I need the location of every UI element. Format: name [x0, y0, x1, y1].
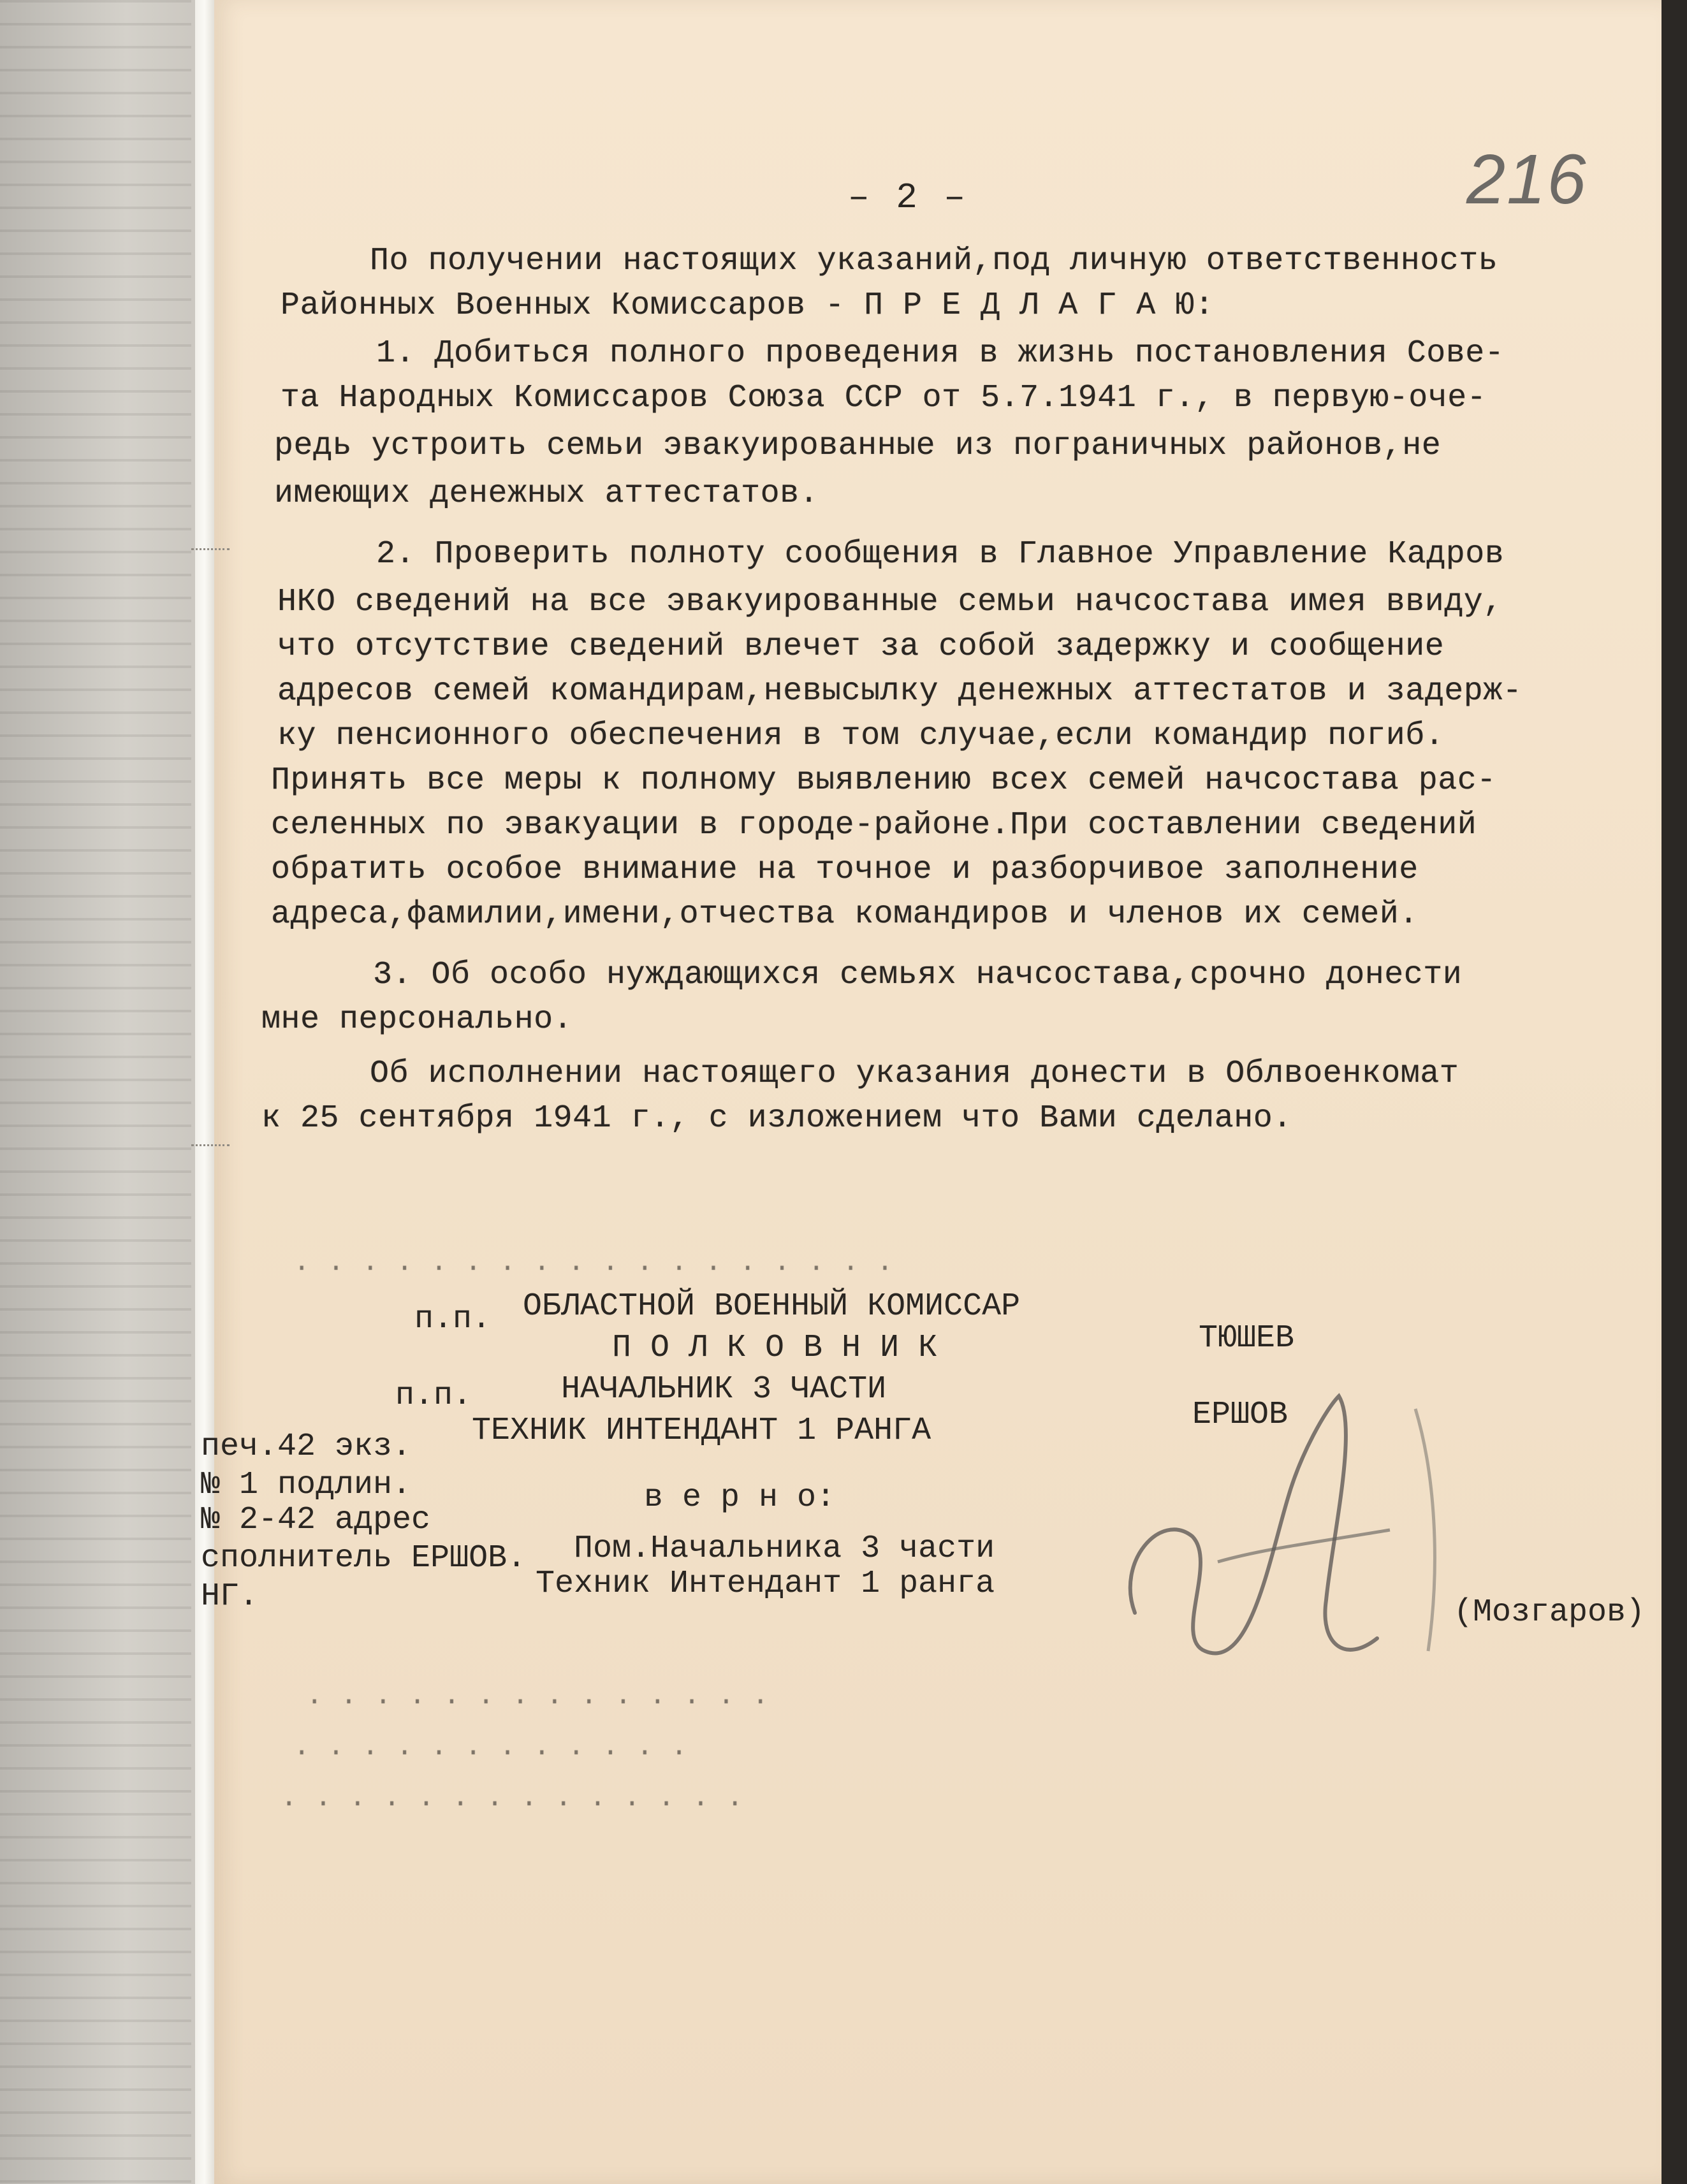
body-line: Районных Военных Комиссаров - П Р Е Д Л А Г А Ю:	[281, 288, 1215, 324]
archive-number: 216	[1466, 140, 1588, 219]
body-line: ку пенсионного обеспечения в том случае,если командир погиб.	[277, 718, 1445, 754]
bleed-through-trace: · · · · · · · · · · · · · · · · · ·	[293, 1253, 894, 1285]
chief-title: НАЧАЛЬНИК 3 ЧАСТИ	[561, 1371, 887, 1408]
bleed-through-trace: · · · · · · · · · · · · · ·	[281, 1788, 744, 1820]
assistant-title: Пом.Начальника 3 части	[574, 1531, 995, 1567]
footer-note: печ.42 экз.	[201, 1429, 412, 1465]
page-number: – 2 –	[848, 177, 968, 218]
body-line: мне персонально.	[261, 1001, 573, 1038]
body-line: адреса,фамилии,имени,отчества командиров и членов их семей.	[271, 896, 1419, 933]
commissar-title: ОБЛАСТНОЙ ВОЕННЫЙ КОМИССАР	[523, 1288, 1021, 1325]
pp-label: п.п.	[414, 1301, 492, 1337]
body-line: обратить особое внимание на точное и разборчивое заполнение	[271, 852, 1419, 888]
body-line: редь устроить семьи эвакуированные из пограничных районов,не	[274, 428, 1442, 464]
footer-note: № 1 подлин.	[201, 1467, 412, 1503]
body-line: По получении настоящих указаний,под личную ответственность	[370, 243, 1498, 279]
body-line: та Народных Комиссаров Союза ССР от 5.7.1941 г., в первую-оче-	[281, 380, 1487, 416]
chief-rank: ТЕХНИК ИНТЕНДАНТ 1 РАНГА	[472, 1413, 931, 1449]
footer-note: НГ.	[201, 1578, 259, 1615]
bleed-through-trace: · · · · · · · · · · · ·	[293, 1737, 688, 1769]
body-line: к 25 сентября 1941 г., с изложением что Вами сделано.	[261, 1100, 1292, 1137]
footer-note: № 2-42 адрес	[201, 1502, 431, 1538]
body-line: имеющих денежных аттестатов.	[274, 476, 819, 512]
commissar-name: ТЮШЕВ	[1199, 1320, 1295, 1357]
footer-note: сполнитель ЕРШОВ.	[201, 1540, 527, 1576]
commissar-rank: П О Л К О В Н И К	[612, 1330, 938, 1366]
body-line: 2. Проверить полноту сообщения в Главное Управление Кадров	[376, 536, 1505, 572]
pp-label: п.п.	[395, 1378, 472, 1414]
assistant-rank: Техник Интендант 1 ранга	[536, 1566, 995, 1602]
body-line: Принять все меры к полному выявлению всех семей начсостава рас-	[271, 762, 1496, 799]
body-line: 3. Об особо нуждающихся семьях начсостава,срочно донести	[373, 957, 1463, 993]
chief-name: ЕРШОВ	[1192, 1397, 1289, 1433]
body-line: НКО сведений на все эвакуированные семьи начсостава имея ввиду,	[277, 584, 1503, 620]
body-line: 1. Добиться полного проведения в жизнь постановления Сове-	[376, 335, 1505, 372]
body-line: Об исполнении настоящего указания донести в Облвоенкомат	[370, 1056, 1459, 1092]
body-line: что отсутствие сведений влечет за собой задержку и сообщение	[277, 629, 1445, 665]
body-line: селенных по эвакуации в городе-районе.При составлении сведений	[271, 807, 1477, 843]
bleed-through-trace: · · · · · · · · · · · · · ·	[306, 1686, 770, 1718]
handwritten-signature	[1058, 1371, 1466, 1689]
body-line: адресов семей командирам,невысылку денежных аттестатов и задерж-	[277, 673, 1523, 710]
assistant-name: (Мозгаров)	[1454, 1594, 1646, 1631]
certified-label: в е р н о:	[644, 1480, 836, 1516]
